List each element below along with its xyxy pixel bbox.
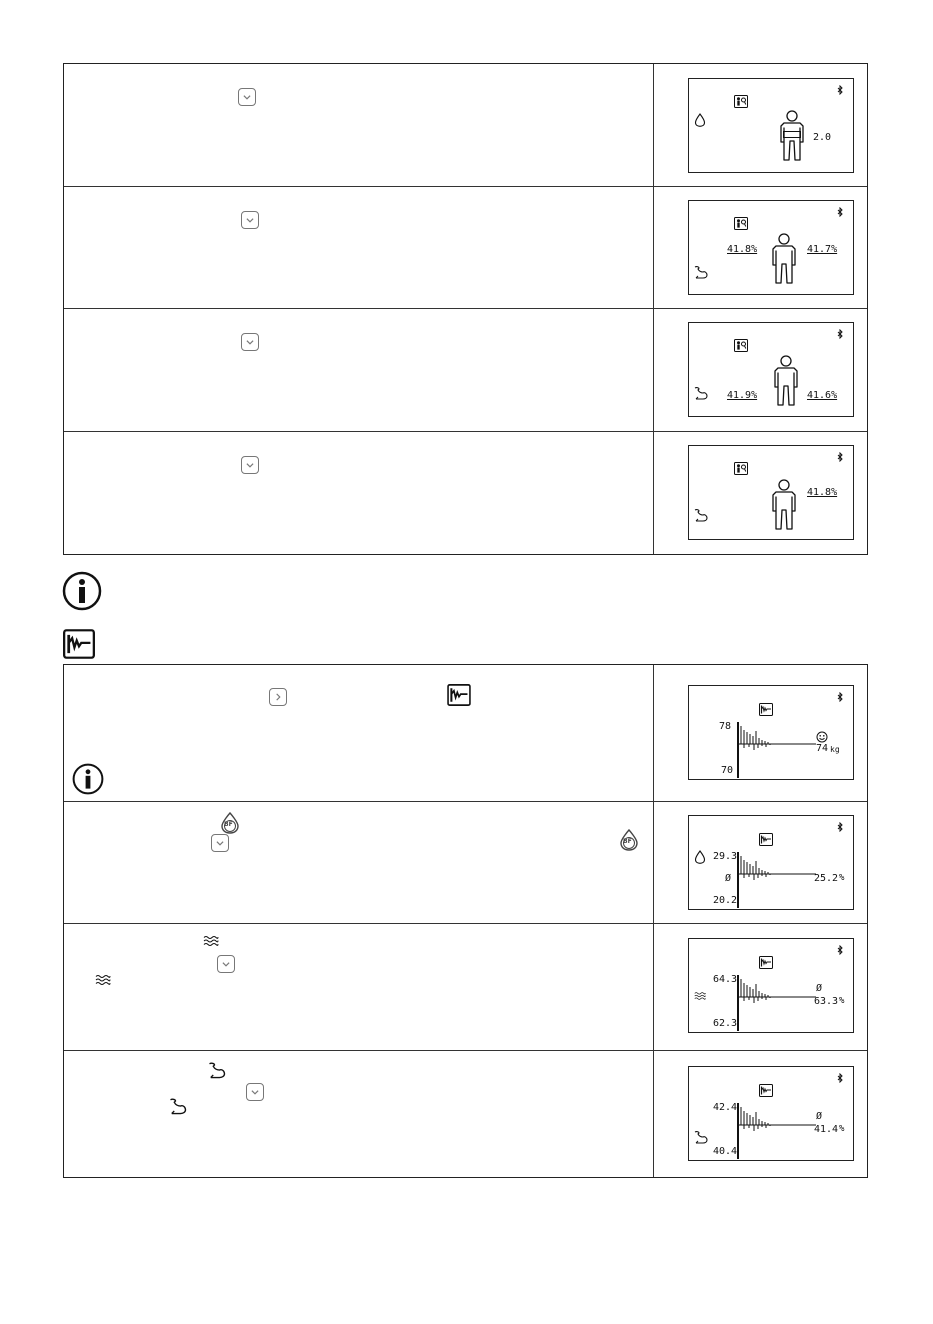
average-symbol: Ø bbox=[725, 873, 732, 884]
graph-min: 40.4 bbox=[713, 1146, 738, 1157]
person-figure bbox=[769, 479, 799, 533]
display-unit: % bbox=[839, 873, 845, 883]
trend-graph bbox=[736, 722, 816, 778]
chevron-down-button-icon[interactable] bbox=[241, 333, 259, 351]
chevron-down-button-icon[interactable] bbox=[211, 834, 229, 852]
bluetooth-icon bbox=[837, 945, 843, 955]
table-row bbox=[64, 802, 867, 924]
chevron-right-button-icon[interactable] bbox=[269, 688, 287, 706]
water-waves-icon bbox=[95, 974, 111, 986]
average-symbol: Ø bbox=[816, 1111, 823, 1122]
muscle-arm-icon bbox=[207, 1061, 227, 1079]
display-value: 63.3 bbox=[814, 996, 839, 1007]
waist-band bbox=[783, 131, 801, 138]
muscle-arm-icon bbox=[693, 508, 709, 522]
trend-graph bbox=[736, 852, 816, 908]
muscle-arm-icon bbox=[693, 386, 709, 400]
graph-min: 20.2 bbox=[713, 895, 738, 906]
graph-max: 29.3 bbox=[713, 851, 738, 862]
display-unit: kg bbox=[830, 745, 840, 754]
scale-display bbox=[688, 322, 854, 417]
smiley-icon bbox=[816, 731, 828, 743]
graph-min: 70 bbox=[721, 765, 734, 776]
scale-display bbox=[688, 200, 854, 295]
water-drop-icon bbox=[694, 113, 706, 127]
bluetooth-icon bbox=[837, 329, 843, 339]
bluetooth-icon bbox=[837, 1073, 843, 1083]
graph-max: 64.3 bbox=[713, 974, 738, 985]
average-symbol: Ø bbox=[816, 983, 823, 994]
display-value-right: 41.7% bbox=[807, 244, 838, 255]
water-waves-icon bbox=[203, 935, 219, 947]
table-row bbox=[64, 924, 867, 1051]
bluetooth-icon bbox=[837, 822, 843, 832]
trend-graph-icon bbox=[447, 684, 471, 706]
bodyfat-badge-label: BF bbox=[224, 821, 233, 828]
chevron-down-button-icon[interactable] bbox=[241, 456, 259, 474]
chevron-down-button-icon[interactable] bbox=[246, 1083, 264, 1101]
person-waist-figure bbox=[777, 110, 807, 164]
water-waves-icon bbox=[694, 991, 706, 1001]
chevron-down-button-icon[interactable] bbox=[241, 211, 259, 229]
display-unit: % bbox=[839, 996, 845, 1006]
graph-min: 62.3 bbox=[713, 1018, 738, 1029]
table-row bbox=[64, 432, 867, 554]
person-figure bbox=[771, 355, 801, 409]
person-figure bbox=[769, 233, 799, 287]
scale-display bbox=[688, 445, 854, 540]
display-value-left: 41.8% bbox=[727, 244, 758, 255]
segment-table bbox=[63, 63, 868, 555]
info-icon bbox=[62, 571, 102, 611]
graph-max: 42.4 bbox=[713, 1102, 738, 1113]
profile-icon bbox=[734, 95, 748, 108]
info-icon bbox=[72, 763, 104, 795]
display-value: 74 bbox=[816, 743, 829, 754]
trend-graph-icon bbox=[63, 629, 95, 659]
display-value-left: 41.9% bbox=[727, 390, 758, 401]
bluetooth-icon bbox=[837, 692, 843, 702]
chevron-down-button-icon[interactable] bbox=[217, 955, 235, 973]
trend-graph-icon bbox=[759, 1084, 773, 1097]
graph-max: 78 bbox=[719, 721, 732, 732]
water-drop-icon bbox=[694, 850, 706, 864]
trend-graph-icon bbox=[759, 833, 773, 846]
display-value: 25.2 bbox=[814, 873, 839, 884]
trend-display bbox=[688, 938, 854, 1033]
trend-display bbox=[688, 1066, 854, 1161]
trend-graph-icon bbox=[759, 956, 773, 969]
muscle-arm-icon bbox=[693, 1130, 709, 1144]
table-row bbox=[64, 1051, 867, 1179]
bodyfat-badge-label: BF bbox=[623, 838, 632, 845]
bluetooth-icon bbox=[837, 85, 843, 95]
table-row bbox=[64, 665, 867, 802]
profile-icon bbox=[734, 217, 748, 230]
profile-icon bbox=[734, 339, 748, 352]
table-row bbox=[64, 187, 867, 309]
chevron-down-button-icon[interactable] bbox=[238, 88, 256, 106]
trend-table bbox=[63, 664, 868, 1178]
display-value: 2.0 bbox=[813, 132, 832, 143]
muscle-arm-icon bbox=[168, 1097, 188, 1115]
trend-graph bbox=[736, 1103, 816, 1159]
bluetooth-icon bbox=[837, 452, 843, 462]
display-value: 41.4 bbox=[814, 1124, 839, 1135]
trend-display bbox=[688, 685, 854, 780]
trend-display bbox=[688, 815, 854, 910]
display-unit: % bbox=[839, 1124, 845, 1134]
table-row bbox=[64, 309, 867, 432]
scale-display bbox=[688, 78, 854, 173]
bluetooth-icon bbox=[837, 207, 843, 217]
profile-icon bbox=[734, 462, 748, 475]
display-value-right: 41.6% bbox=[807, 390, 838, 401]
table-row bbox=[64, 64, 867, 187]
trend-graph-icon bbox=[759, 703, 773, 716]
muscle-arm-icon bbox=[693, 265, 709, 279]
display-value: 41.8% bbox=[807, 487, 838, 498]
trend-graph bbox=[736, 975, 816, 1031]
